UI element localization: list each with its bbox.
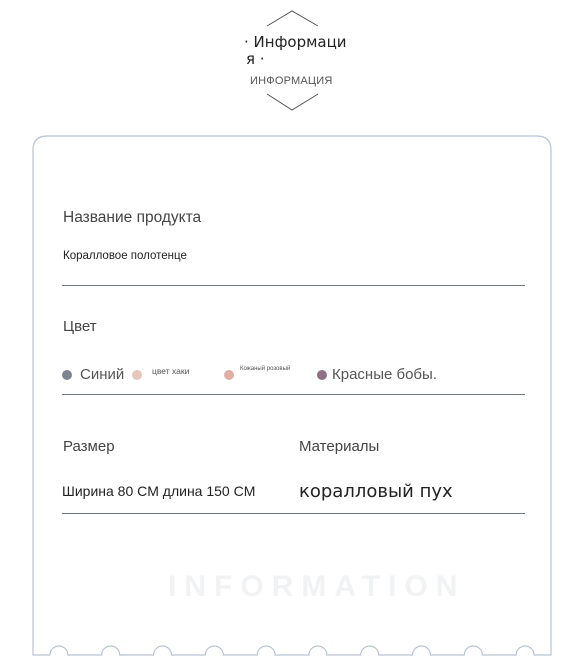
blue-swatch-icon	[62, 370, 72, 380]
divider	[62, 394, 525, 395]
product-name-value: Коралловое полотенце	[63, 250, 187, 262]
color-option-label: Красные бобы.	[332, 366, 437, 383]
materials-value: коралловый пух	[299, 481, 453, 502]
materials-label: Материалы	[299, 438, 380, 455]
divider	[62, 285, 525, 286]
size-label: Размер	[63, 438, 115, 455]
color-option-label: Синий	[80, 366, 125, 383]
color-option-label: цвет хаки	[152, 366, 190, 376]
section-subtitle: ИНФОРМАЦИЯ	[250, 75, 333, 87]
color-label: Цвет	[63, 318, 97, 335]
khaki-swatch-icon	[132, 370, 142, 380]
redbean-swatch-icon	[317, 370, 327, 380]
section-title-line2: я ·	[246, 50, 265, 68]
size-value: Ширина 80 CM длина 150 CM	[62, 483, 256, 499]
section-title-line1: · Информаци	[244, 33, 347, 51]
divider	[62, 513, 525, 514]
watermark: INFORMATION	[168, 570, 466, 603]
color-option-label: Кожаный розовый	[240, 366, 291, 372]
product-name-label: Название продукта	[63, 209, 202, 226]
pink-swatch-icon	[224, 370, 234, 380]
